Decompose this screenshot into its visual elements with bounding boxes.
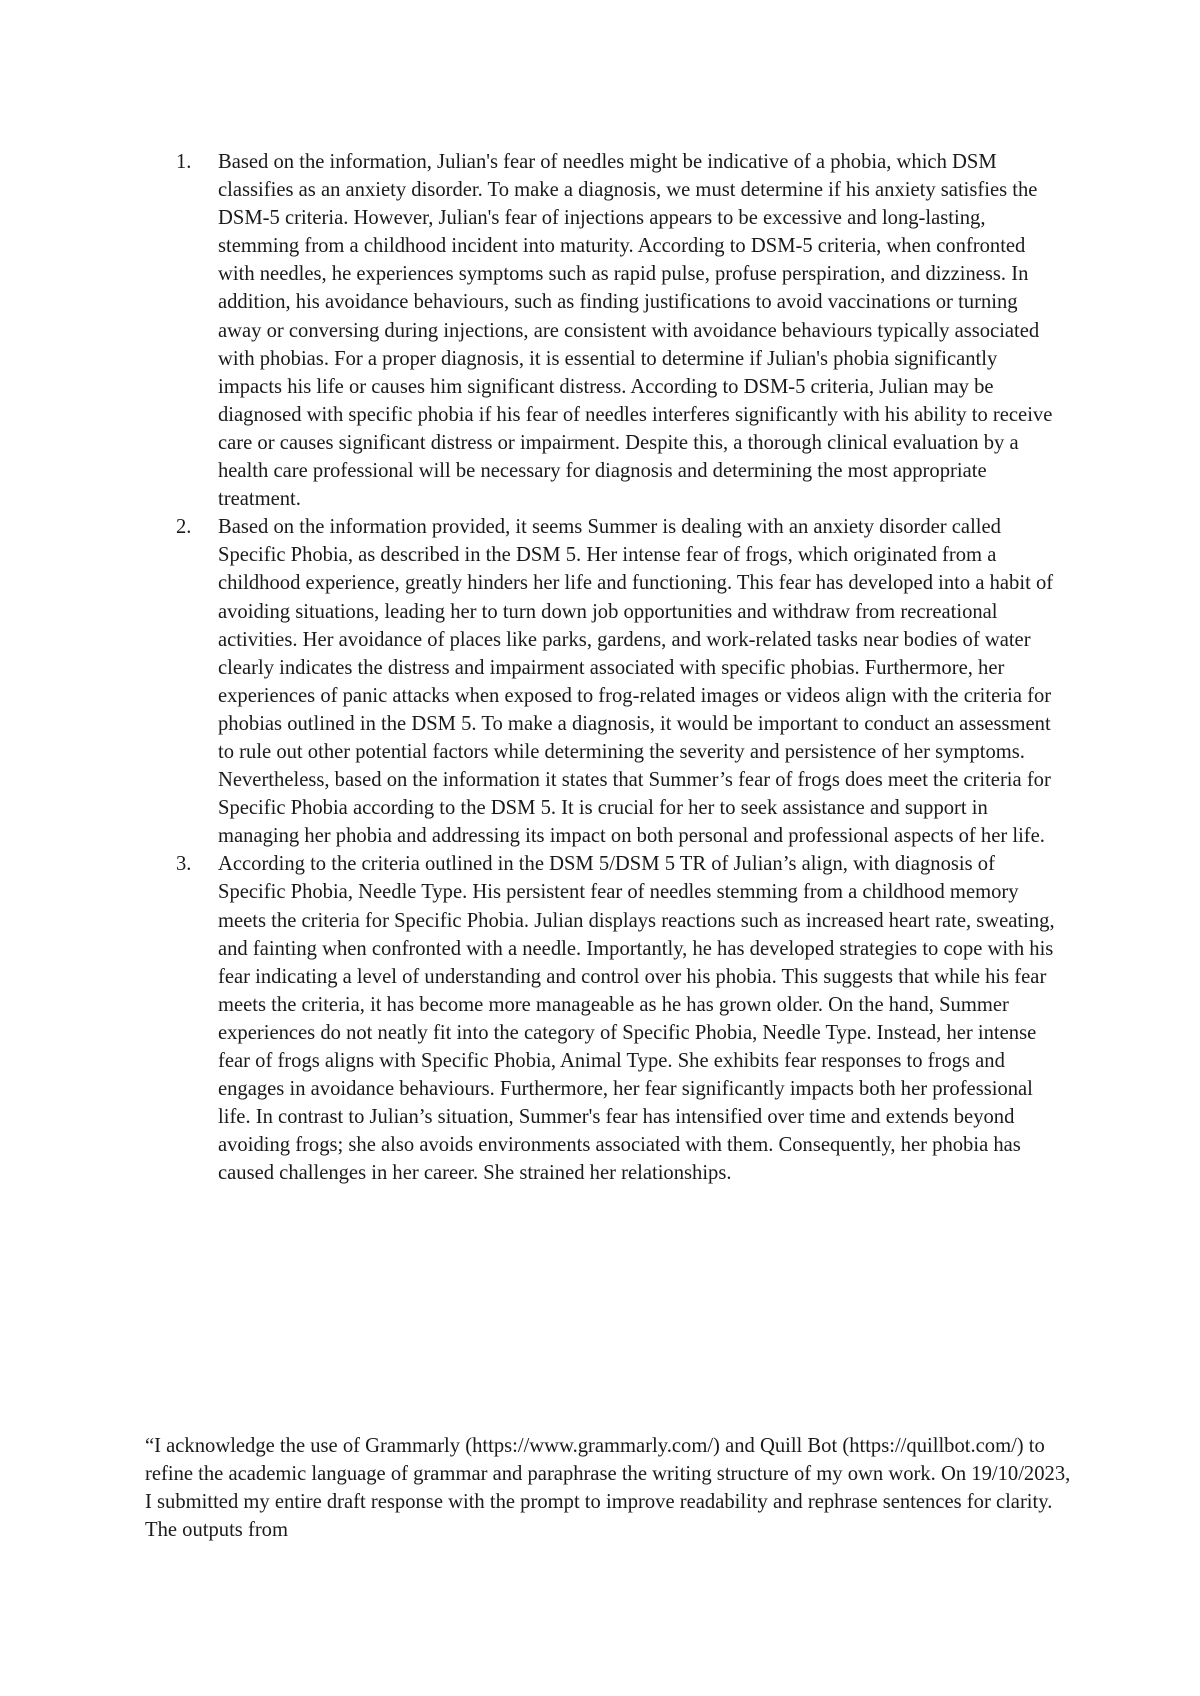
answer-list xyxy=(176,148,1066,1187)
answer-text: Based on the information provided, it seems Summer is dealing with an anxiety disorder called Specific Phobia, as described in the DSM 5. Her intense fear of frogs, which originated from a childhood experience, greatly hinders her life and functioning. This fear has developed into a habit of avoiding situations, leading her to turn down job opportunities and withdraw from recreational activities. Her avoidance of places like parks, gardens, and work-related tasks near bodies of water clearly indicates the distress and impairment associated with specific phobias. Furthermore, her experiences of panic attacks when exposed to frog-related images or videos align with the criteria for phobias outlined in the DSM 5. To make a diagnosis, it would be important to conduct an assessment to rule out other potential factors while determining the severity and persistence of her symptoms. Nevertheless, based on the information it states that Summer’s fear of frogs does meet the criteria for Specific Phobia according to the DSM 5. It is crucial for her to seek assistance and support in managing her phobia and addressing its impact on both personal and professional aspects of her life. xyxy=(218,516,1054,848)
list-number: 3. xyxy=(176,853,192,876)
answer-item-2 xyxy=(176,513,1066,850)
answer-item-1 xyxy=(176,148,1066,513)
answer-item-3 xyxy=(176,850,1066,1187)
answer-text: According to the criteria outlined in the DSM 5/DSM 5 TR of Julian’s align, with diagnosis of Specific Phobia, Needle Type. His persistent fear of needles stemming from a childhood memory meets the criteria for Specific Phobia. Julian displays reactions such as increased heart rate, sweating, and fainting when confronted with a needle. Importantly, he has developed strategies to cope with his fear indicating a level of understanding and control over his phobia. This suggests that while his fear meets the criteria, it has become more manageable as he has grown older. On the hand, Summer experiences do not neatly fit into the category of Specific Phobia, Needle Type. Instead, her intense fear of frogs aligns with Specific Phobia, Animal Type. She exhibits fear responses to frogs and engages in avoidance behaviours. Furthermore, her fear significantly impacts both her professional life. In contrast to Julian’s situation, Summer's fear has intensified over time and extends beyond avoiding frogs; she also avoids environments associated with them. Consequently, her phobia has caused challenges in her career. She strained her relationships. xyxy=(218,853,1055,1185)
list-number: 1. xyxy=(176,151,192,173)
answer-text: Based on the information, Julian's fear of needles might be indicative of a phobia, which DSM classifies as an anxiety disorder. To make a diagnosis, we must determine if his anxiety satisfies the DSM-5 criteria. However, Julian's fear of injections appears to be excessive and long-lasting, stemming from a childhood incident into maturity. According to DSM-5 criteria, when confronted with needles, he experiences symptoms such as rapid pulse, profuse perspiration, and dizziness. In addition, his avoidance behaviours, such as finding justifications to avoid vaccinations or turning away or conversing during injections, are consistent with avoidance behaviours typically associated with phobias. For a proper diagnosis, it is essential to determine if Julian's phobia significantly impacts his life or causes him significant distress. According to DSM-5 criteria, Julian may be diagnosed with specific phobia if his fear of needles interferes significantly with his ability to receive care or causes significant distress or impairment. Despite this, a thorough clinical evaluation by a health care professional will be necessary for diagnosis and determining the most appropriate treatment. xyxy=(218,151,1053,511)
list-number: 2. xyxy=(176,516,192,539)
ai-acknowledgement-paragraph: “I acknowledge the use of Grammarly (https://www.grammarly.com/) and Quill Bot (https://quillbot.com/) to refine the academic language of grammar and paraphrase the writing structure of my own work. On 19/10/2023, I submitted my entire draft response with the prompt to improve readability and rephrase sentences for clarity. The outputs from xyxy=(145,1435,1071,1542)
